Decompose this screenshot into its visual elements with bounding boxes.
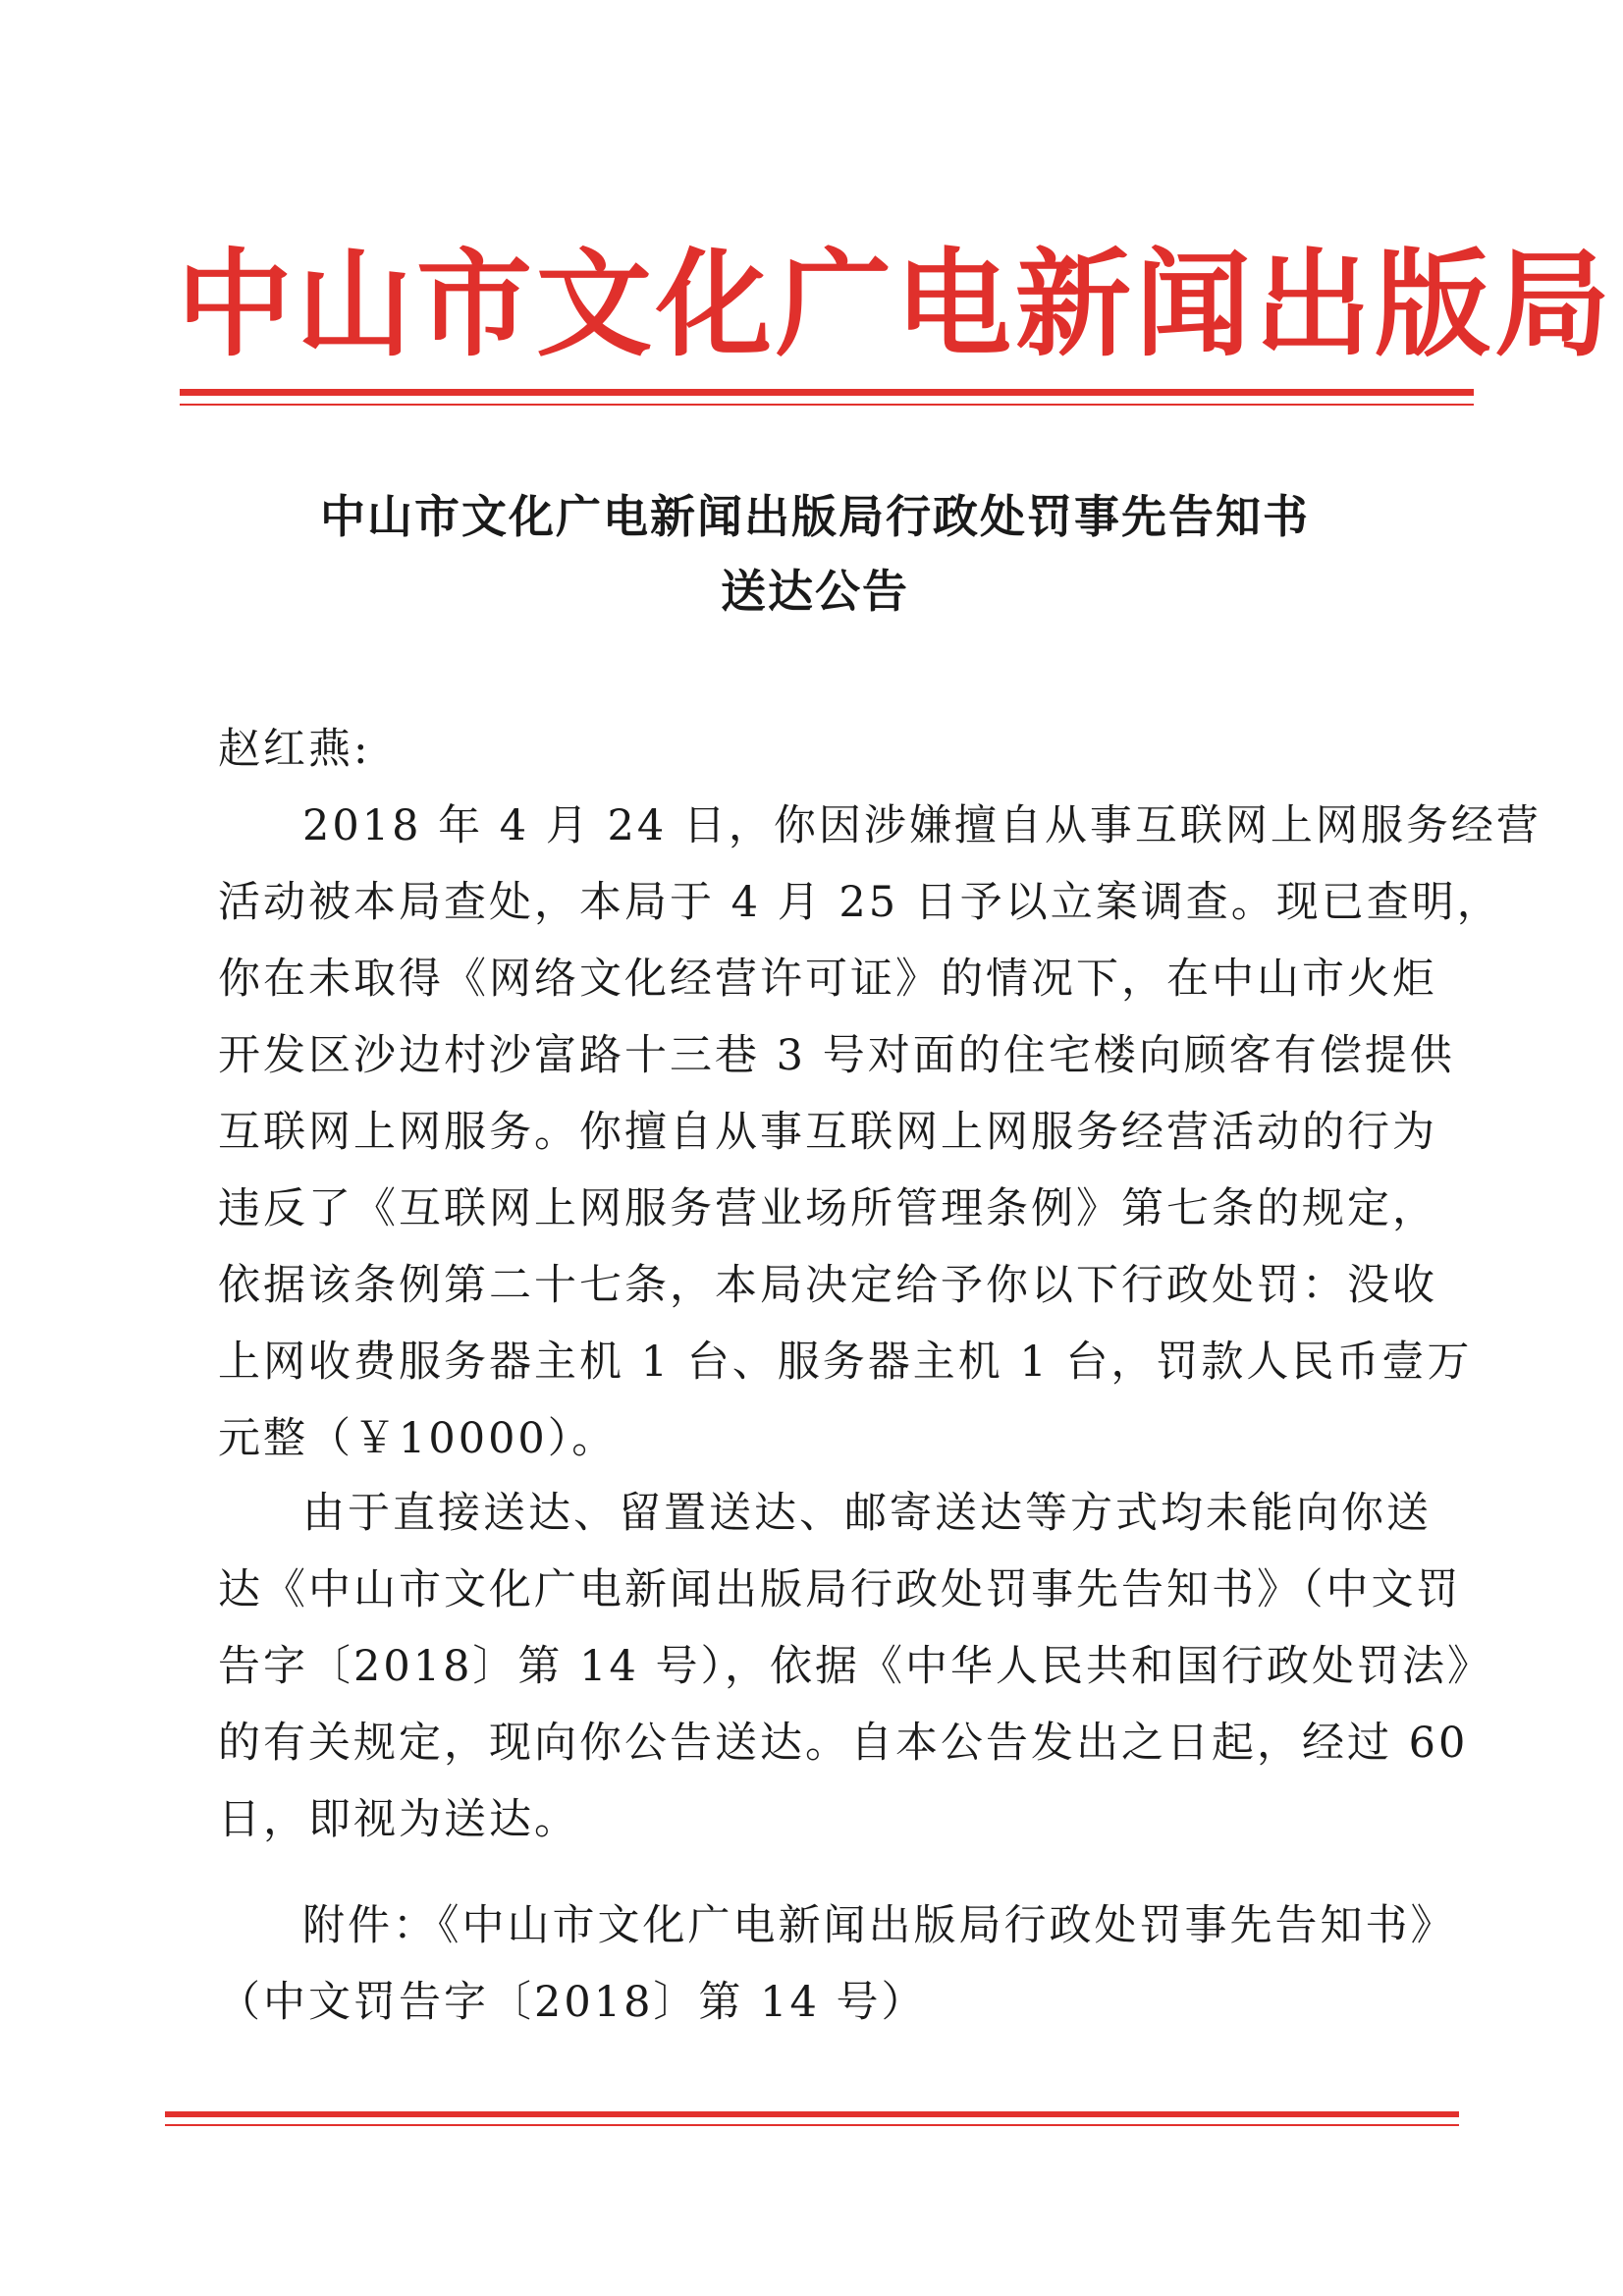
paragraph-line: 依据该条例第二十七条，本局决定给予你以下行政处罚：没收 xyxy=(218,1261,1437,1310)
document-title-line2: 送达公告 xyxy=(721,565,909,618)
attachment-line: 附件：《中山市文化广电新闻出版局行政处罚事先告知书》 xyxy=(302,1901,1456,1950)
attachment-line: （中文罚告字〔2018〕第 14 号） xyxy=(218,1978,927,2027)
masthead-red-rule-thick xyxy=(180,389,1474,396)
footer-red-rule-thin xyxy=(165,2124,1459,2126)
paragraph-line: 达《中山市文化广电新闻出版局行政处罚事先告知书》（中文罚 xyxy=(218,1565,1462,1614)
org-masthead: 中山市文化广电新闻出版局 xyxy=(177,236,1615,372)
paragraph-line: 活动被本局查处，本局于 4 月 25 日予以立案调查。现已查明， xyxy=(218,878,1502,927)
paragraph-line: 告字〔2018〕第 14 号），依据《中华人民共和国行政处罚法》 xyxy=(218,1642,1492,1691)
footer-red-rule-thick xyxy=(165,2111,1459,2117)
paragraph-line: 元整（￥10000）。 xyxy=(218,1414,618,1463)
paragraph-line: 2018 年 4 月 24 日，你因涉嫌擅自从事互联网上网服务经营 xyxy=(302,801,1542,850)
salutation: 赵红燕: xyxy=(218,725,371,774)
paragraph-line: 上网收费服务器主机 1 台、服务器主机 1 台，罚款人民币壹万 xyxy=(218,1338,1473,1387)
paragraph-line: 你在未取得《网络文化经营许可证》的情况下，在中山市火炬 xyxy=(218,955,1437,1004)
paragraph-facts xyxy=(218,788,1542,1477)
paragraph-line: 的有关规定，现向你公告送达。自本公告发出之日起，经过 60 xyxy=(218,1719,1469,1768)
document-title-line1: 中山市文化广电新闻出版局行政处罚事先告知书 xyxy=(320,490,1310,543)
paragraph-line: 由于直接送达、留置送达、邮寄送达等方式均未能向你送 xyxy=(302,1489,1432,1538)
attachment-note xyxy=(218,1887,1456,2041)
paragraph-line: 互联网上网服务。你擅自从事互联网上网服务经营活动的行为 xyxy=(218,1108,1437,1157)
paragraph-line: 违反了《互联网上网服务营业场所管理条例》第七条的规定， xyxy=(218,1184,1437,1233)
paragraph-line: 开发区沙边村沙富路十三巷 3 号对面的住宅楼向顾客有偿提供 xyxy=(218,1031,1455,1080)
paragraph-line: 日，即视为送达。 xyxy=(218,1795,579,1844)
masthead-red-rule-thin xyxy=(180,404,1474,406)
paragraph-service-notice xyxy=(218,1475,1492,1858)
